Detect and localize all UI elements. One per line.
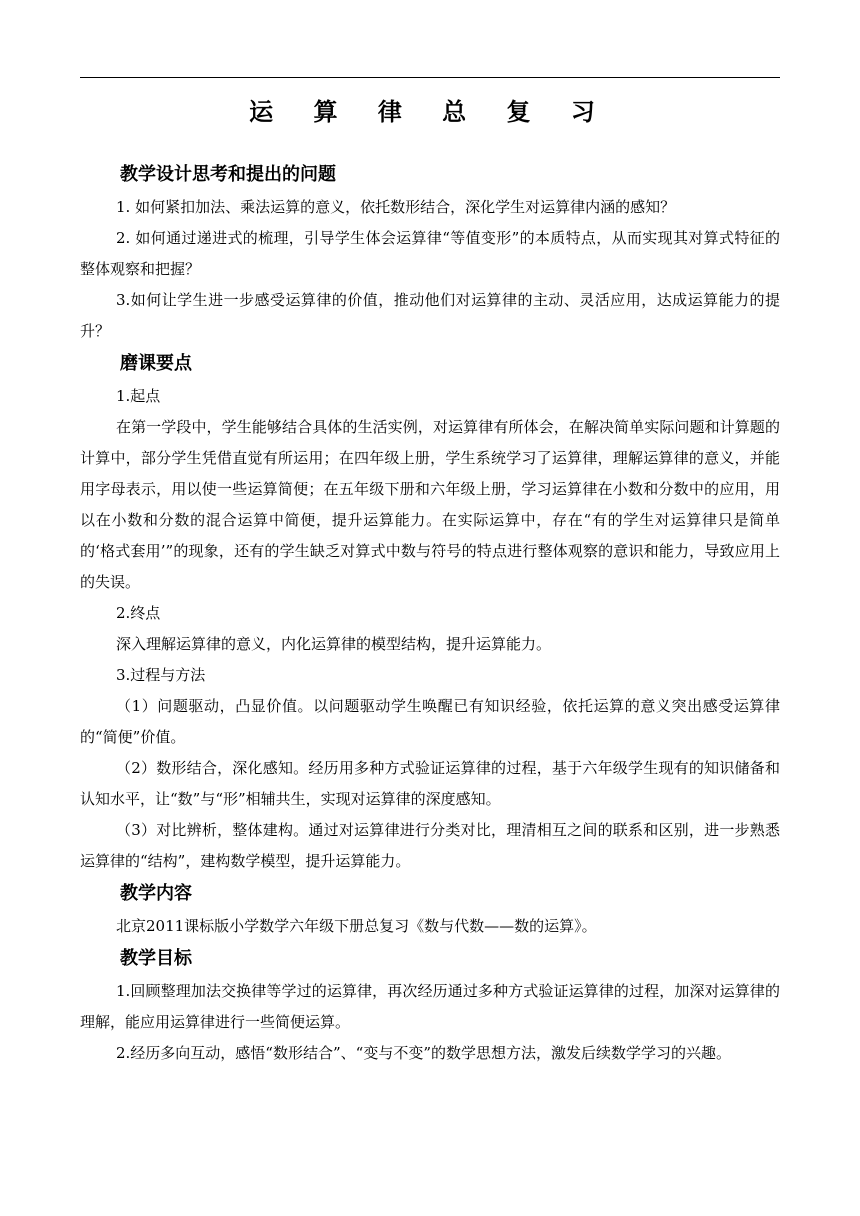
section-teaching-goals (80, 942, 780, 1069)
paragraph: 北京2011课标版小学数学六年级下册总复习《数与代数——数的运算》。 (116, 917, 597, 935)
section-heading: 教学设计思考和提出的问题 (120, 164, 336, 185)
header-rule (80, 77, 780, 78)
paragraph: 1.回顾整理加法交换律等学过的运算律，再次经历通过多种方式验证运算律的过程，加深对运算律的理解，能应用运算律进行一些简便运算。 (80, 982, 780, 1031)
paragraph: 2. 如何通过递进式的梳理，引导学生体会运算律“等值变形”的本质特点，从而实现其对算式特征的整体观察和把握？ (80, 229, 780, 278)
paragraph: 1.起点 (116, 387, 161, 405)
paragraph: 深入理解运算律的意义，内化运算律的模型结构，提升运算能力。 (116, 635, 552, 653)
paragraph: （3）对比辨析，整体建构。通过对运算律进行分类对比，理清相互之间的联系和区别，进一步熟悉运算律的“结构”，建构数学模型，提升运算能力。 (80, 821, 780, 870)
paragraph: 3.如何让学生进一步感受运算律的价值，推动他们对运算律的主动、灵活应用，达成运算能力的提升？ (80, 291, 780, 340)
document-body (80, 158, 780, 1069)
paragraph: 1. 如何紧扣加法、乘法运算的意义，依托数形结合，深化学生对运算律内涵的感知？ (116, 198, 676, 216)
paragraph: （2）数形结合，深化感知。经历用多种方式验证运算律的过程，基于六年级学生现有的知识储备和认知水平，让“数”与“形”相辅共生，实现对运算律的深度感知。 (80, 759, 780, 808)
paragraph: 2.终点 (116, 604, 161, 622)
paragraph: 3.过程与方法 (116, 666, 206, 684)
section-heading: 教学内容 (120, 883, 192, 904)
section-key-points (80, 347, 780, 877)
section-heading: 磨课要点 (120, 353, 192, 374)
paragraph: 2.经历多向互动，感悟“数形结合”、“变与不变”的数学思想方法，激发后续数学学习的兴趣。 (116, 1044, 731, 1062)
section-design-questions (80, 158, 780, 347)
paragraph: （1）问题驱动，凸显价值。以问题驱动学生唤醒已有知识经验，依托运算的意义突出感受运算律的“简便”价值。 (80, 697, 780, 746)
section-heading: 教学目标 (120, 948, 192, 969)
paragraph: 在第一学段中，学生能够结合具体的生活实例，对运算律有所体会，在解决简单实际问题和计算题的计算中，部分学生凭借直觉有所运用；在四年级上册，学生系统学习了运算律，理解运算律的意义，并能用字母表示，用以使一些运算简便；在五年级下册和六年级上册，学习运算律在小数和分数中的应用，用以在小数和分数的混合运算中简便，提升运算能力。在实际运算中，存在“有的学生对运算律只是简单的‘格式套用’”的现象，还有的学生缺乏对算式中数与符号的特点进行整体观察的意识和能力，导致应用上的失误。 (80, 418, 780, 591)
section-teaching-content (80, 877, 780, 942)
page-title: 运 算 律 总 复 习 (249, 98, 611, 126)
